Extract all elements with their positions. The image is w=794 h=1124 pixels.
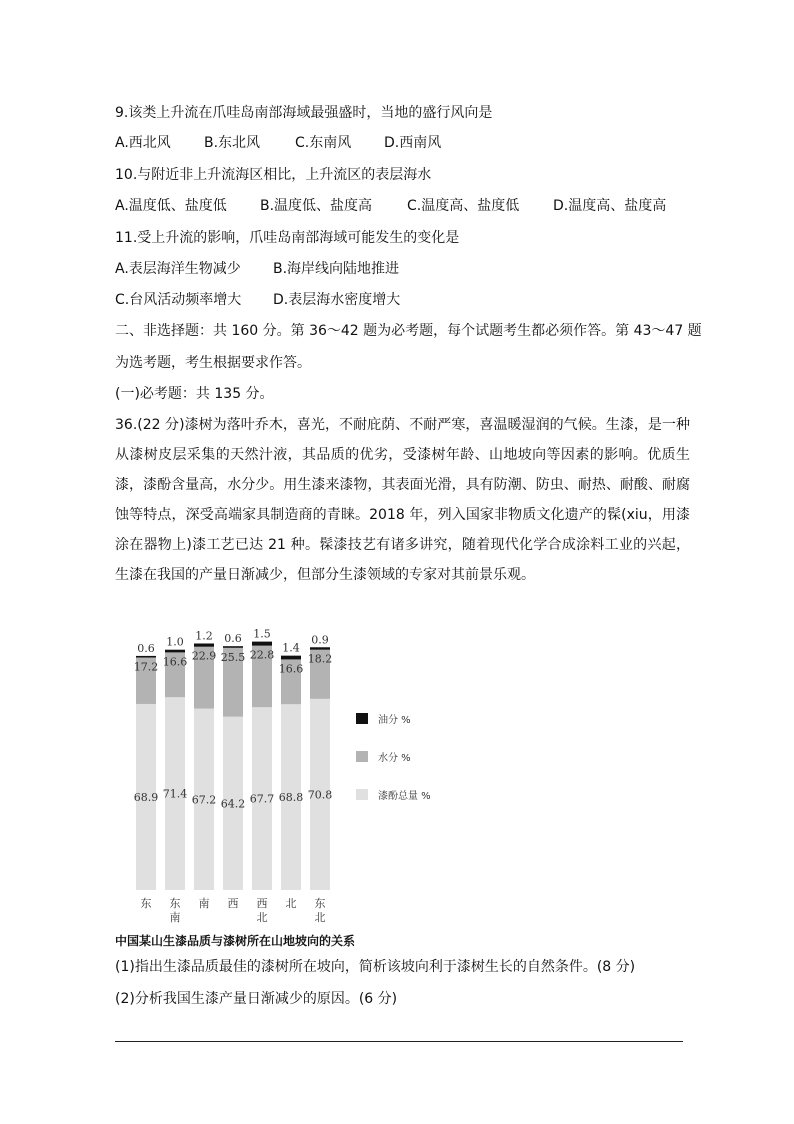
data-label-water: 17.2: [133, 660, 159, 674]
bar-segment-oil: [136, 656, 156, 658]
data-label-phenol: 71.4: [162, 787, 188, 801]
data-label-oil: 0.9: [311, 633, 329, 647]
category-label: 北: [285, 897, 297, 910]
bar-segment-oil: [194, 643, 214, 646]
data-label-water: 18.2: [307, 652, 333, 666]
legend-swatch: [356, 713, 368, 724]
bar-segment-oil: [223, 646, 243, 648]
q10-option-d: D.温度高、盐度高: [553, 198, 667, 214]
q10-option-a: A.温度低、盐度低: [115, 198, 227, 214]
data-label-oil: 1.0: [166, 635, 184, 649]
data-label-phenol: 67.2: [191, 793, 217, 807]
legend-label: 漆酚总量 %: [378, 791, 431, 802]
data-label-water: 25.5: [220, 650, 246, 664]
legend-swatch: [356, 751, 368, 762]
bar-segment-oil: [281, 656, 301, 660]
data-label-oil: 0.6: [224, 632, 242, 646]
category-label: 北: [256, 911, 268, 924]
legend-label: 油分 %: [378, 715, 411, 726]
legend-label: 水分 %: [378, 753, 411, 764]
chart-caption: 中国某山生漆品质与漆树所在山地坡向的关系: [115, 934, 356, 948]
data-label-phenol: 64.2: [220, 797, 246, 811]
bar-segment-oil: [310, 647, 330, 649]
section2-intro-line2: 为选考题，考生根据要求作答。: [115, 355, 311, 371]
q11-option-a: A.表层海洋生物减少: [115, 261, 241, 277]
q11-option-d: D.表层海水密度增大: [273, 292, 401, 308]
category-label: 西: [256, 897, 268, 910]
bar-segment-oil: [165, 650, 185, 653]
q9-stem: 9.该类上升流在爪哇岛南部海域最强盛时，当地的盛行风向是: [115, 105, 493, 121]
data-label-oil: 0.6: [137, 641, 155, 655]
chart-legend: [356, 713, 431, 802]
category-label: 北: [314, 911, 326, 924]
data-label-phenol: 70.8: [307, 788, 333, 802]
q11-option-b: B.海岸线向陆地推进: [273, 261, 400, 277]
slope-quality-chart: [120, 595, 460, 925]
data-label-phenol: 68.8: [278, 791, 304, 805]
data-label-water: 22.9: [191, 649, 217, 663]
data-label-water: 16.6: [162, 655, 188, 669]
category-label: 西: [227, 897, 239, 910]
q10-option-c: C.温度高、盐度低: [407, 198, 520, 214]
data-label-oil: 1.2: [195, 629, 213, 643]
category-label: 东: [169, 897, 181, 910]
data-label-oil: 1.4: [282, 641, 300, 655]
bar-segment-oil: [252, 642, 272, 646]
data-label-water: 16.6: [278, 662, 304, 676]
q11-stem: 11.受上升流的影响，爪哇岛南部海域可能发生的变化是: [115, 230, 460, 246]
data-label-phenol: 68.9: [133, 790, 159, 804]
data-label-water: 22.8: [249, 648, 275, 662]
legend-swatch: [356, 789, 368, 800]
chart-bars: [133, 642, 330, 890]
q11-option-c: C.台风活动频率增大: [115, 292, 242, 308]
section2-intro-line1: 二、非选择题：共 160 分。第 36～42 题为必考题，每个试题考生都必须作答。第 43～47 题: [115, 323, 702, 339]
required-section-heading: (一)必考题：共 135 分。: [115, 386, 274, 402]
q36-sub2: (2)分析我国生漆产量日渐减少的原因。(6 分): [115, 991, 398, 1007]
q9-option-c: C.东南风: [295, 135, 352, 151]
data-label-phenol: 67.7: [249, 792, 275, 806]
q10-option-b: B.温度低、盐度高: [260, 198, 373, 214]
q9-option-b: B.东北风: [204, 135, 261, 151]
q10-stem: 10.与附近非上升流海区相比，上升流区的表层海水: [115, 167, 432, 183]
q9-option-a: A.西北风: [115, 135, 171, 151]
category-label: 东: [314, 897, 326, 910]
q36-sub1: (1)指出生漆品质最佳的漆树所在坡向，简析该坡向利于漆树生长的自然条件。(8 分): [115, 959, 636, 975]
q9-option-d: D.西南风: [384, 135, 442, 151]
q36-passage: 36.(22 分)漆树为落叶乔木，喜光，不耐庇荫、不耐严寒，喜温暖湿润的气候。生漆，是一种从漆树皮层采集的天然汁液，其品质的优劣，受漆树年龄、山地坡向等因素的影响。优质生漆，漆酚含量高，水分少。用生漆来漆物，其表面光滑，具有防潮、防虫、耐热、耐酸、耐腐蚀等特点，深受高端家具制造商的青睐。2018 年，列入国家非物质文化遗产的髹(xiu，用漆涂在器物上)漆工艺已达 21 种。髹漆技艺有诸多讲究，随着现代化学合成涂料工业的兴起，生漆在我国的产量日渐减少，但部分生漆领域的专家对其前景乐观。: [115, 417, 690, 583]
bottom-divider: [115, 1041, 683, 1042]
category-label: 南: [169, 911, 181, 924]
data-label-oil: 1.5: [253, 627, 271, 641]
category-label: 南: [198, 897, 210, 910]
category-label: 东: [140, 897, 152, 910]
